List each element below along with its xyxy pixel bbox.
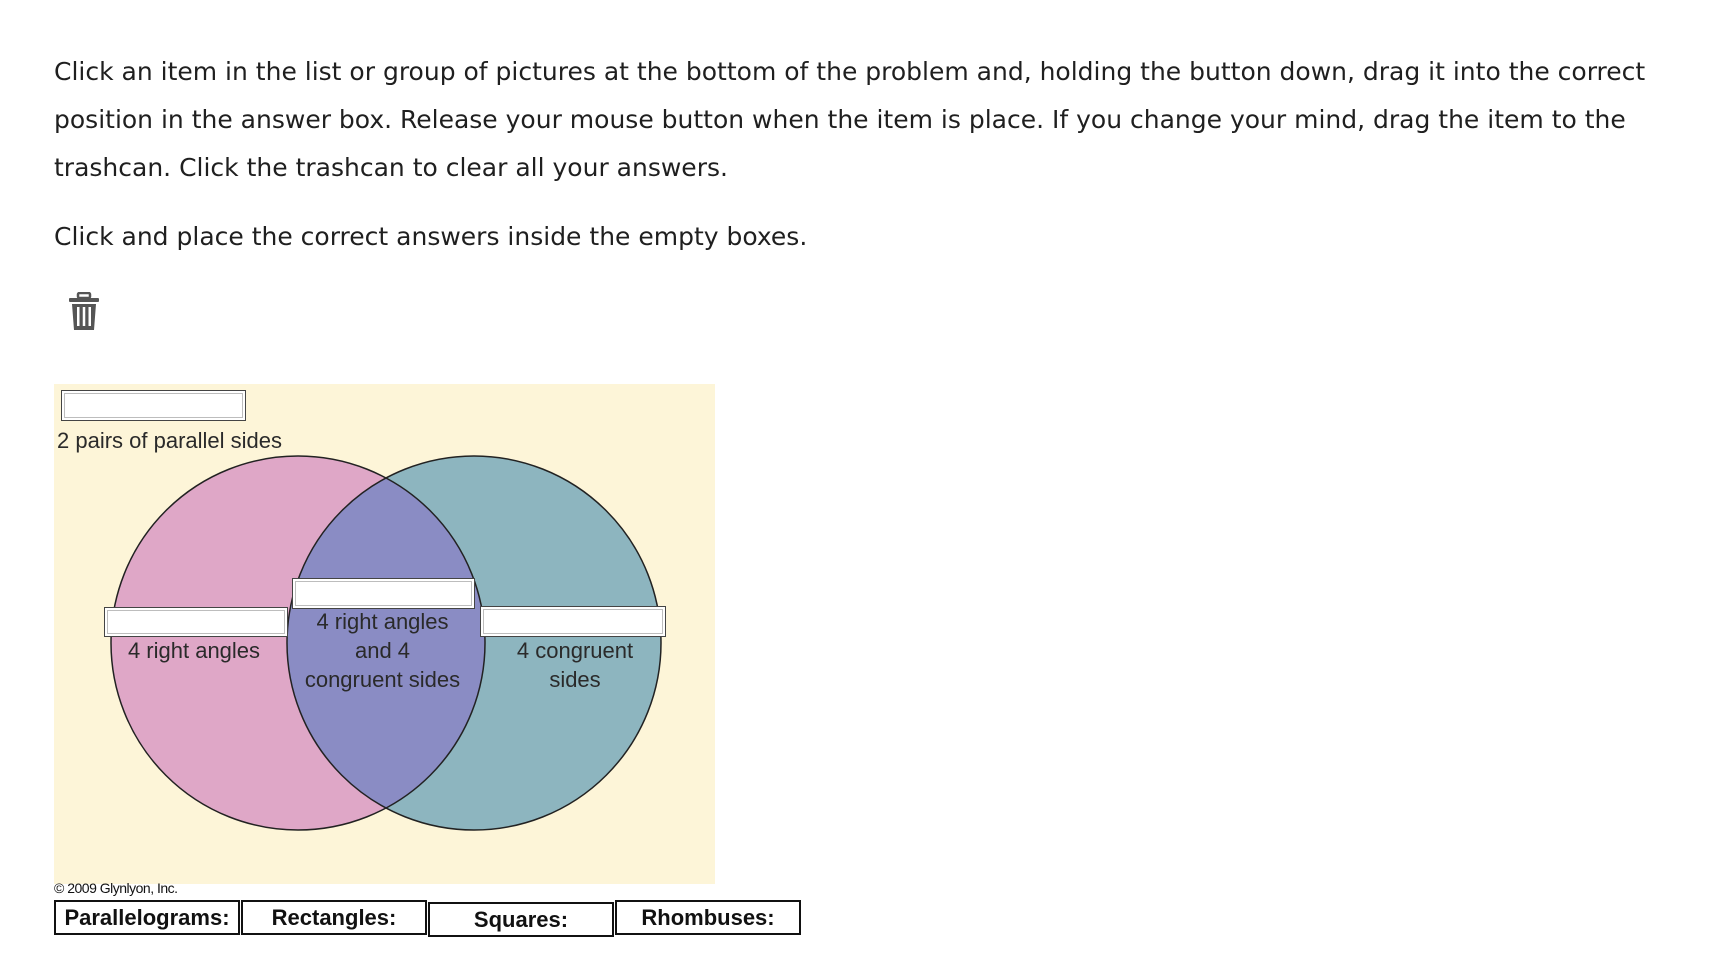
- drop-box-left[interactable]: [104, 607, 288, 637]
- label-right-line1: 4 congruent: [516, 638, 634, 663]
- drop-box-center[interactable]: [292, 578, 475, 609]
- label-center-line2: and 4: [354, 638, 411, 663]
- answer-tile-rectangles[interactable]: Rectangles:: [241, 900, 427, 935]
- instructions-text: Click an item in the list or group of pictures at the bottom of the problem and, holding the button down, drag it into the correct position in the answer box. Release your mouse button when the item is place. If you change your mind, drag the item to the trashcan. Click the trashcan to clear all your answers.: [54, 57, 1646, 182]
- answer-tile-squares[interactable]: Squares:: [428, 902, 614, 937]
- label-right-line2: sides: [549, 667, 601, 692]
- answer-tile-rhombuses[interactable]: Rhombuses:: [615, 900, 801, 935]
- copyright-text: © 2009 Glynlyon, Inc.: [54, 880, 178, 896]
- trash-icon[interactable]: [66, 292, 102, 332]
- label-parallel-sides: 2 pairs of parallel sides: [57, 428, 283, 453]
- answer-tile-parallelograms[interactable]: Parallelograms:: [54, 900, 240, 935]
- drop-box-outer[interactable]: [61, 390, 246, 421]
- label-center-line1: 4 right angles: [316, 609, 449, 634]
- label-center-line3: congruent sides: [304, 667, 461, 692]
- task-prompt: Click and place the correct answers inside the empty boxes.: [54, 222, 808, 251]
- drop-box-right[interactable]: [480, 606, 666, 637]
- label-right-angles: 4 right angles: [127, 638, 261, 663]
- venn-diagram-figure: [54, 384, 715, 884]
